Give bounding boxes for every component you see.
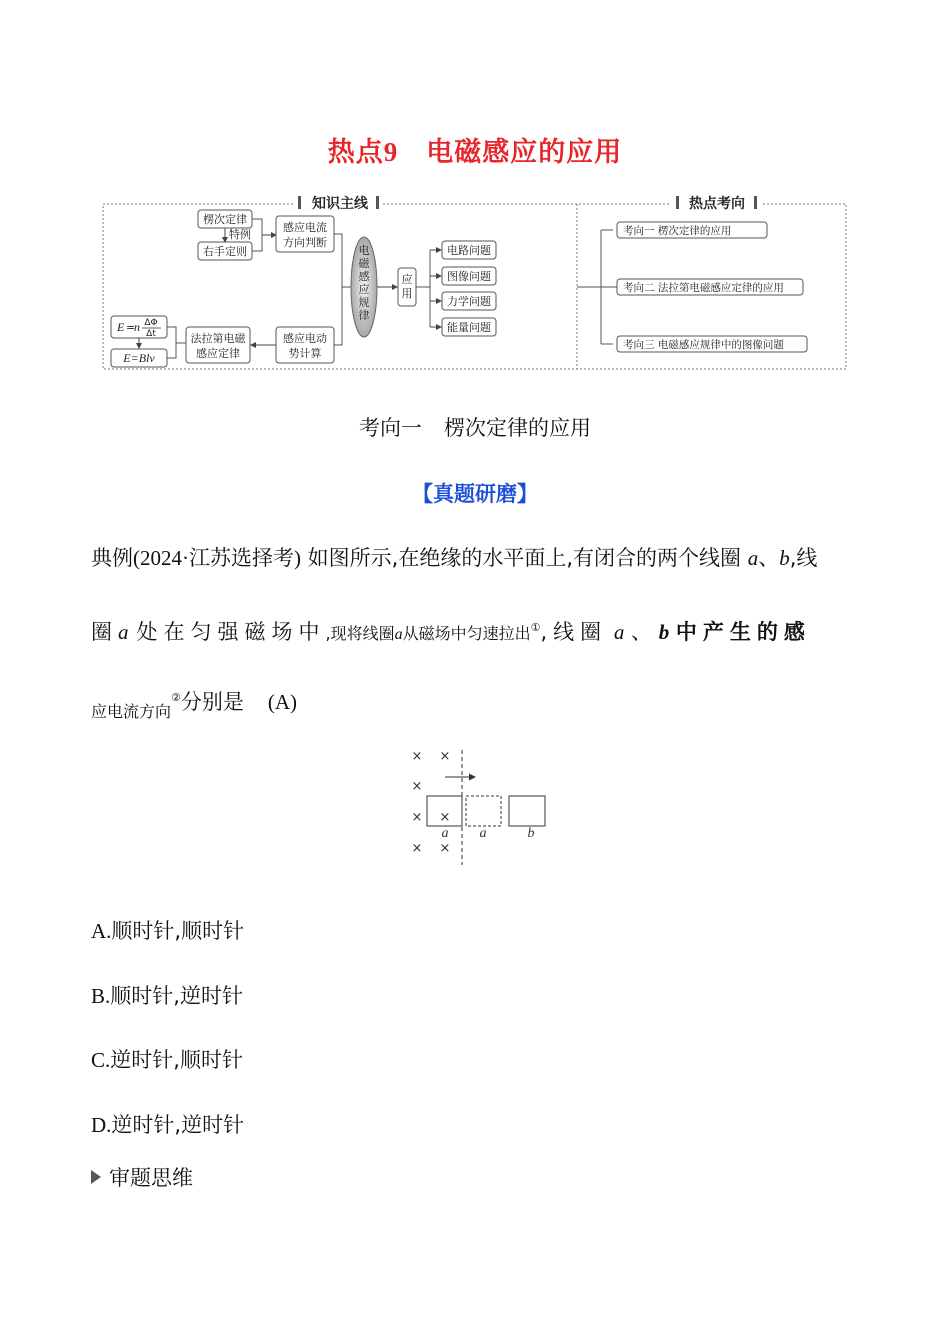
field-cross-icon: × <box>411 749 423 764</box>
lenz-law-label: 楞次定律 <box>203 213 247 226</box>
coil-a-label-2: a <box>118 620 129 644</box>
formula1-n: n <box>134 320 140 334</box>
annotation-mark-2: ② <box>171 691 181 704</box>
field-cross-icon: × <box>411 810 423 825</box>
question-text-1: 如图所示,在绝缘的水平面上,有闭合的两个线圈 <box>300 546 748 570</box>
option-d[interactable] <box>91 1109 244 1139</box>
question-text-2-small: ,现将线圈 <box>325 624 395 643</box>
svg-text:=: = <box>126 321 136 334</box>
field-cross-icon: × <box>411 841 423 856</box>
section-title <box>0 412 950 442</box>
coil-a-moved-rect <box>466 796 501 826</box>
formula1-lhs: E <box>117 320 125 334</box>
title-prefix: 热点 <box>327 137 384 168</box>
question-text-2-mid: 处在匀强磁场中 <box>136 620 326 644</box>
field-cross-icon: × <box>439 810 451 825</box>
faraday-label-2: 感应定律 <box>196 347 240 360</box>
coil-a-label-3: a <box>394 626 403 643</box>
question-text-3-small: 应电流方向 <box>91 702 172 721</box>
current-direction-label-2: 方向判断 <box>283 236 327 249</box>
formula2-label: E=Blv <box>123 351 155 365</box>
svg-text:电磁感应规律: 电磁感应规律 <box>358 244 370 322</box>
coil-figure <box>400 745 560 870</box>
hot-direction-header: 热点考向 <box>689 196 745 212</box>
right-hand-rule-label: 右手定则 <box>203 245 247 258</box>
svg-text:应用: 应用 <box>401 273 413 300</box>
option-d-letter: D. <box>91 1113 112 1137</box>
question-text-2-bold: 中产生的感 <box>675 620 811 644</box>
question-line-1 <box>91 542 866 572</box>
direction-label-2: 考向三 电磁感应规律中的图像问题 <box>623 339 784 351</box>
app-label-3: 能量问题 <box>447 321 491 334</box>
coil-a-label: a <box>747 546 759 570</box>
app-label-2: 力学问题 <box>447 295 491 308</box>
separator-2: 、 <box>631 620 653 644</box>
option-d-text: 逆时针,逆时针 <box>111 1113 245 1137</box>
review-thinking-toggle[interactable] <box>91 1162 193 1192</box>
coil-a-label-4: a <box>613 620 625 644</box>
option-a-text: 顺时针,顺时针 <box>111 919 245 943</box>
question-text-2-tail: ,线圈 <box>540 620 608 644</box>
option-c-letter: C. <box>91 1048 111 1072</box>
question-line-2 <box>91 616 866 646</box>
field-cross-icon: × <box>439 749 451 764</box>
figure-label-a-moved: a <box>479 826 487 841</box>
question-source: (2024·江苏选择考) <box>133 546 301 570</box>
figure-label-b: b <box>527 826 535 841</box>
coil-b-label-2: b <box>658 620 670 644</box>
coil-b-rect <box>509 796 545 826</box>
question-text-1-end: ,线 <box>789 546 818 570</box>
triangle-right-icon <box>91 1170 101 1184</box>
emf-label-2: 势计算 <box>288 347 322 360</box>
field-cross-icon: × <box>439 841 451 856</box>
field-cross-icon: × <box>411 779 423 794</box>
option-a-letter: A. <box>91 919 112 943</box>
title-text: 电磁感应的应用 <box>426 137 623 168</box>
option-b-text: 顺时针,逆时针 <box>110 984 243 1008</box>
real-problem-heading: 【真题研磨】 <box>412 482 538 506</box>
coil-b-label: b <box>779 546 790 570</box>
app-label-0: 电路问题 <box>447 244 491 257</box>
direction-label-1: 考向二 法拉第电磁感应定律的应用 <box>623 282 784 294</box>
direction-label-0: 考向一 楞次定律的应用 <box>623 225 732 237</box>
option-c[interactable] <box>91 1044 243 1074</box>
current-direction-label-1: 感应电流 <box>283 221 327 234</box>
example-label: 典例 <box>91 546 133 570</box>
knowledge-map <box>0 0 950 380</box>
option-b[interactable] <box>91 980 243 1010</box>
question-line-3 <box>91 686 866 721</box>
figure-label-a: a <box>441 826 449 841</box>
section-title-text: 楞次定律的应用 <box>444 416 591 440</box>
formula1-numerator: ΔΦ <box>144 318 158 328</box>
review-thinking-label: 审题思维 <box>109 1166 193 1190</box>
core-rule-text <box>359 243 371 322</box>
emf-label-1: 感应电动 <box>283 332 327 345</box>
separator: 、 <box>758 546 780 570</box>
question-text-3: 分别是 <box>180 690 244 714</box>
section-title-number: 考向一 <box>359 416 422 440</box>
knowledge-main-line-header: 知识主线 <box>312 196 368 212</box>
question-text-2-small2: 从磁场中匀速拉出 <box>402 624 531 643</box>
option-c-text: 逆时针,顺时针 <box>110 1048 243 1072</box>
special-case-label: 特例 <box>229 228 251 241</box>
app-label-1: 图像问题 <box>447 270 491 283</box>
question-text-2-start: 圈 <box>91 620 118 644</box>
faraday-label-1: 法拉第电磁 <box>190 332 246 345</box>
option-b-letter: B. <box>91 984 111 1008</box>
option-a[interactable] <box>91 915 244 945</box>
annotation-mark-1: ① <box>530 621 541 634</box>
title-number: 9 <box>383 137 399 167</box>
answer-label: (A) <box>267 690 298 714</box>
formula1-denominator: Δt <box>146 329 156 339</box>
